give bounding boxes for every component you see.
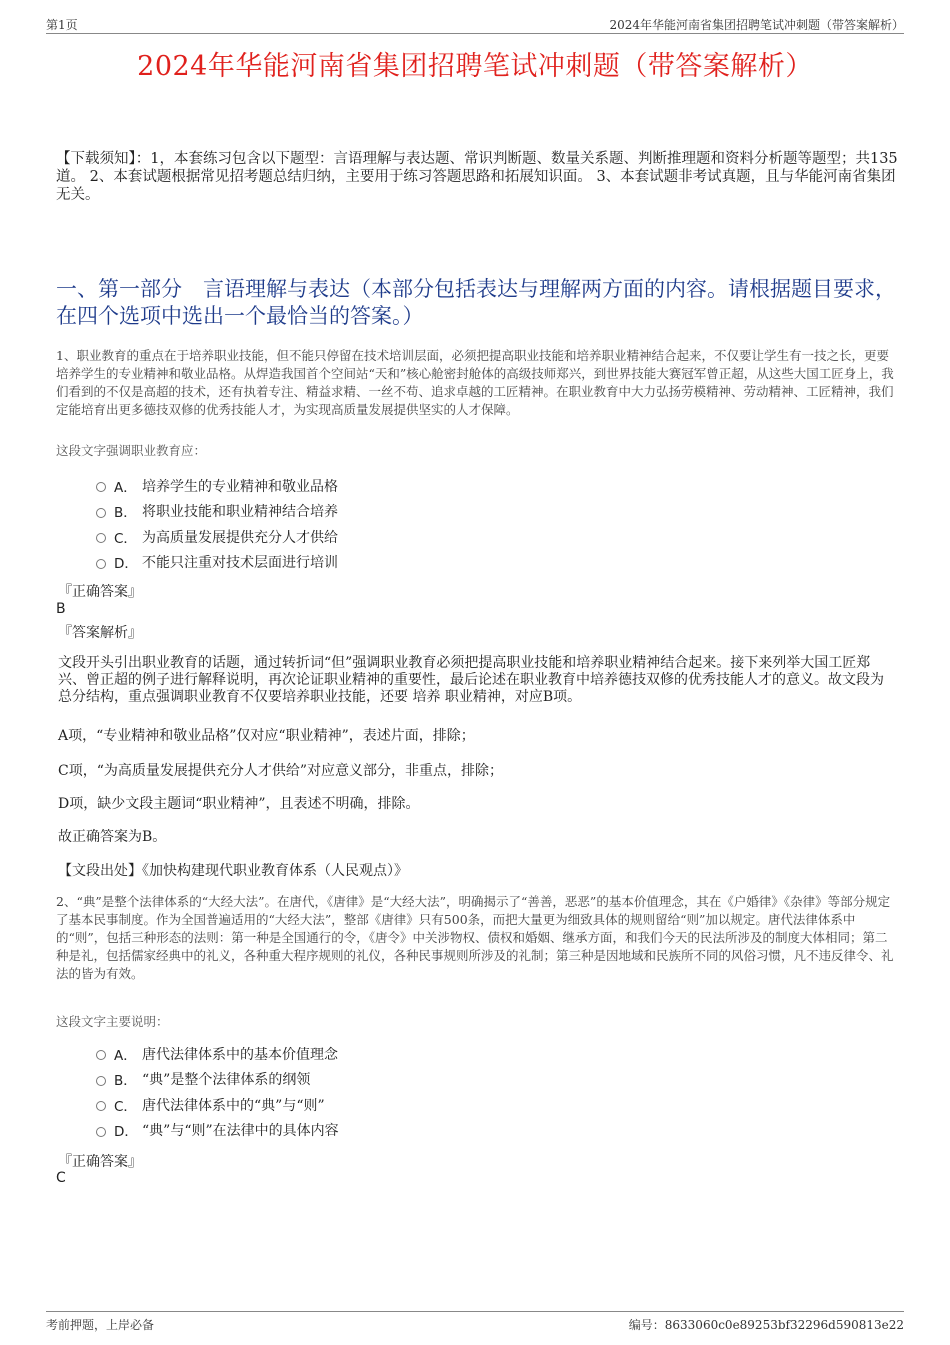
radio-icon[interactable] <box>96 559 106 569</box>
page-number: 第1页 <box>46 18 78 32</box>
radio-icon[interactable] <box>96 482 106 492</box>
analysis-option-a: A项，“专业精神和敬业品格”仅对应“职业精神”，表述片面，排除； <box>58 728 475 744</box>
answer-value: B <box>56 601 66 617</box>
footer-slogan: 考前押题，上岸必备 <box>46 1318 155 1332</box>
question-1-prompt: 这段文字强调职业教育应： <box>56 443 207 458</box>
page-header <box>46 14 904 34</box>
page-title: 2024年华能河南省集团招聘笔试冲刺题（带答案解析） <box>137 51 813 82</box>
radio-icon[interactable] <box>96 1101 106 1111</box>
option-b[interactable]: B． “典”是整个法律体系的纲领 <box>96 1067 339 1093</box>
analysis-conclusion: 故正确答案为B。 <box>58 829 167 845</box>
section-title: 一、第一部分 言语理解与表达（本部分包括表达与理解两方面的内容。请根据题目要求，在四个选项中选出一个最恰当的答案。） <box>56 277 896 328</box>
analysis-text: 文段开头引出职业教育的话题，通过转折词“但”强调职业教育必须把提高职业技能和培养职业精神结合起来。接下来列举大国工匠郑兴、曾正超的例子进行解释说明，再次论证职业精神的重要性，最后论述在职业教育中培养德技双修的优秀技能人才的意义。故文段为总分结构，重点强调职业教育不仅要培养职业技能，还要 培养 职业精神，对应B项。 <box>58 655 884 705</box>
answer-label: 『正确答案』 <box>58 584 142 600</box>
footer-doc-id: 编号：8633060c0e89253bf32296d590813e22 <box>628 1318 904 1332</box>
radio-icon[interactable] <box>96 1076 106 1086</box>
page-footer <box>46 1311 904 1335</box>
option-a[interactable]: A． 唐代法律体系中的基本价值理念 <box>96 1041 339 1067</box>
analysis-option-c: C项，“为高质量发展提供充分人才供给”对应意义部分，非重点，排除； <box>58 763 504 779</box>
radio-icon[interactable] <box>96 1050 106 1060</box>
option-c[interactable]: C． 为高质量发展提供充分人才供给 <box>96 524 338 550</box>
option-b[interactable]: B． 将职业技能和职业精神结合培养 <box>96 499 338 525</box>
question-1-options <box>96 473 338 575</box>
question-2-text: 2、“典”是整个法律体系的“大经大法”。在唐代，《唐律》是“大经大法”，明确揭示了“善善，恶恶”的基本价值理念，其在《户婚律》《杂律》等部分规定了基本民事制度。作为全国普遍适用的“大经大法”，整部《唐律》只有500条，而把大量更为细致具体的规则留给“则”加以规定。唐代法律体系中的“则”，包括三种形态的法则：第一种是全国通行的令，《唐令》中关涉物权、债权和婚姻、继承方面，和我们今天的民法所涉及的制度大体相同；第二种是礼，包括儒家经典中的礼义，各种重大程序规则的礼仪，各种民事规则所涉及的礼制；第三种是因地域和民族所不同的风俗习惯，凡不违反律令、礼法的皆为有效。 <box>56 894 894 981</box>
answer-label: 『正确答案』 <box>58 1154 142 1170</box>
answer-value: C <box>56 1170 66 1186</box>
analysis-option-d: D项，缺少文段主题词“职业精神”，且表述不明确，排除。 <box>58 796 420 812</box>
question-1-text: 1、职业教育的重点在于培养职业技能，但不能只停留在技术培训层面，必须把提高职业技能和培养职业精神结合起来，不仅要让学生有一技之长，更要培养学生的专业精神和敬业品格。从焊造我国首个空间站“天和”核心舱密封舱体的高级技师郑兴，到世界技能大赛冠军曾正超，从这些大国工匠身上，我们看到的不仅是高超的技术，还有执着专注、精益求精、一丝不苟、追求卓越的工匠精神。在职业教育中大力弘扬劳模精神、劳动精神、工匠精神，我们定能培育出更多德技双修的优秀技能人才，为实现高质量发展提供坚实的人才保障。 <box>56 348 894 417</box>
radio-icon[interactable] <box>96 1127 106 1137</box>
analysis-label: 『答案解析』 <box>58 625 142 641</box>
radio-icon[interactable] <box>96 533 106 543</box>
option-c[interactable]: C． 唐代法律体系中的“典”与“则” <box>96 1092 339 1118</box>
question-2-prompt: 这段文字主要说明： <box>56 1014 169 1029</box>
option-d[interactable]: D． “典”与“则”在法律中的具体内容 <box>96 1118 339 1144</box>
passage-source: 【文段出处】《加快构建现代职业教育体系（人民观点）》 <box>58 863 408 879</box>
option-a[interactable]: A． 培养学生的专业精神和敬业品格 <box>96 473 338 499</box>
download-notice: 【下载须知】：1，本套练习包含以下题型：言语理解与表达题、常识判断题、数量关系题、判断推理题和资料分析题等题型；共135道。 2、本套试题根据常见招考题总结归纳，主要用于练习答题思路和拓展知识面。 3、本套试题非考试真题，且与华能河南省集团无关。 <box>56 151 898 203</box>
header-doc-title: 2024年华能河南省集团招聘笔试冲刺题（带答案解析） <box>609 18 904 32</box>
question-2-options <box>96 1041 339 1143</box>
radio-icon[interactable] <box>96 508 106 518</box>
option-d[interactable]: D． 不能只注重对技术层面进行培训 <box>96 550 338 576</box>
